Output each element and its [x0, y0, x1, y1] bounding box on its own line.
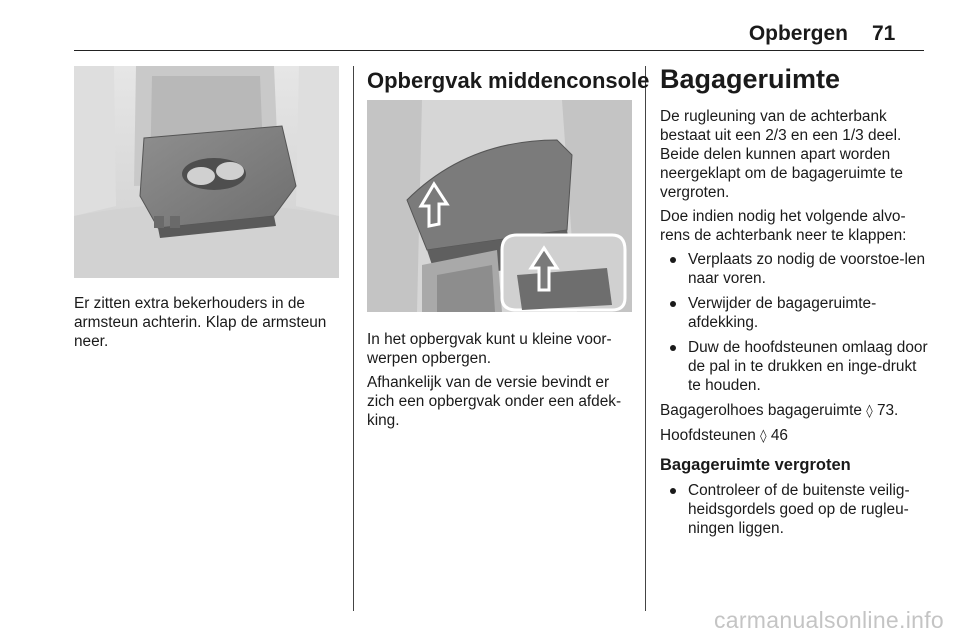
vergroten-bullet-list [660, 481, 928, 538]
bullet-icon [670, 488, 676, 494]
bagage-bullet-list [660, 250, 928, 395]
bullet-icon [670, 345, 676, 351]
list-item: Verwijder de bagageruimte-afdekking. [660, 294, 928, 332]
armrest-paragraph: Er zitten extra bekerhouders in de armsteun achterin. Klap de armsteun neer. [74, 295, 327, 350]
column-2-text [367, 330, 635, 435]
running-header-title: Opbergen [748, 22, 848, 45]
watermark: carmanualsonline.info [713, 607, 944, 633]
console-paragraph-2: Afhankelijk van de versie bevindt er zich een opbergvak onder een afdek-king. [367, 374, 622, 429]
list-item: Duw de hoofdsteunen omlaag door de pal in te drukken en inge-drukt te houden. [660, 338, 928, 395]
center-console-storage-illustration-icon [367, 100, 632, 312]
console-paragraph-1: In het opbergvak kunt u kleine voor-werpen opbergen. [367, 331, 612, 367]
list-item: Verplaats zo nodig de voorstoe-len naar voren. [660, 250, 928, 288]
page-number: 71 [872, 22, 896, 45]
arrow-reference-icon: ◊ [760, 429, 767, 444]
list-item: Controleer of de buitenste veilig-heidsgordels goed op de rugleu-ningen liggen. [660, 481, 928, 538]
rear-armrest-cupholder-illustration-icon [74, 66, 339, 278]
bullet-icon [670, 257, 676, 263]
bagage-paragraph-2: Doe indien nodig het volgende alvo-rens de achterbank neer te klappen: [660, 208, 907, 244]
column-divider-2 [645, 66, 646, 611]
bullet-icon [670, 301, 676, 307]
arrow-reference-icon: ◊ [866, 404, 873, 419]
column-3-text [660, 107, 928, 544]
column-divider-1 [353, 66, 354, 611]
cross-reference-rolhoes[interactable]: Bagagerolhoes bagageruimte ◊ 73. [660, 402, 899, 419]
section-heading-bagageruimte: Bagageruimte [660, 64, 841, 94]
column-1-text [74, 294, 342, 356]
bagage-paragraph-1: De rugleuning van de achterbank bestaat uit een 2/3 en een 1/3 deel. Beide delen kunnen apart worden neergeklapt om de bagageruimte te vergroten. [660, 108, 903, 201]
cross-reference-hoofdsteunen[interactable]: Hoofdsteunen ◊ 46 [660, 427, 788, 444]
subheading-vergroten: Bagageruimte vergroten [660, 456, 851, 474]
header-rule [74, 50, 924, 51]
section-heading-console: Opbergvak middenconsole [367, 68, 650, 93]
